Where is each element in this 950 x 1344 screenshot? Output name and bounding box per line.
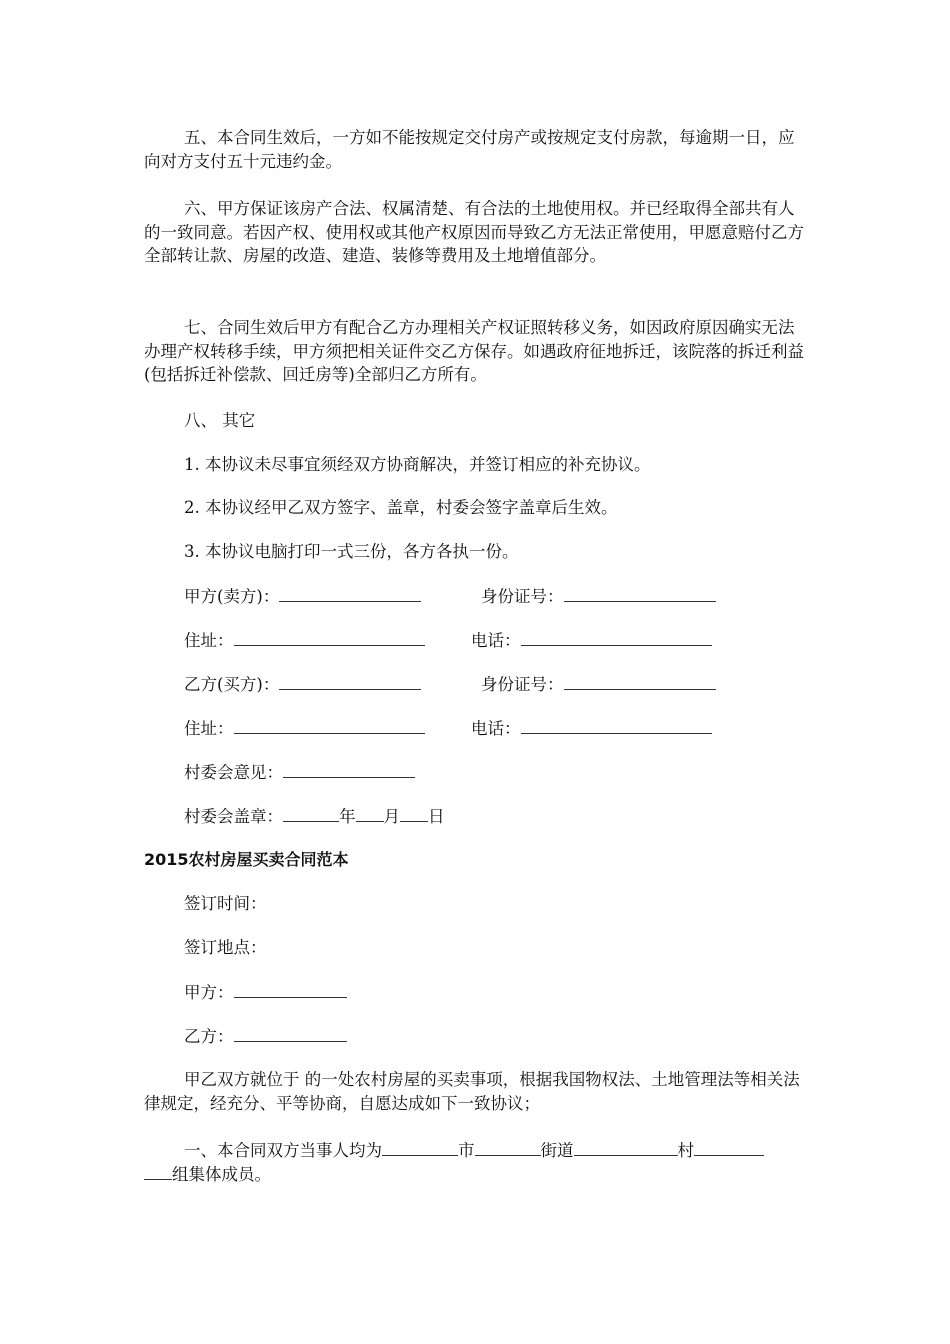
committee-seal-label: 村委会盖章：: [184, 807, 283, 826]
seller-id-blank[interactable]: [564, 584, 716, 602]
group-blank-2[interactable]: [144, 1162, 172, 1180]
seller-label: 甲方(卖方)：: [184, 587, 280, 606]
clause-1-street: 街道: [540, 1141, 574, 1160]
seal-month-label: 月: [383, 807, 400, 826]
clause-8-item-1: 1. 本协议未尽事宜须经双方协商解决，并签订相应的补充协议。: [184, 455, 651, 474]
clause-8-heading: 八、 其它: [184, 411, 256, 430]
buyer-phone-label: 电话：: [471, 719, 521, 738]
clause-1-line: [184, 1138, 764, 1163]
clause-7: 七、合同生效后甲方有配合乙方办理相关产权证照转移义务，如因政府原因确实无法办理产权转移手续，甲方须把相关证件交乙方保存。如遇政府征地拆迁，该院落的拆迁利益(包括拆迁补偿款、回迁房等)全部归乙方所有。: [144, 318, 804, 384]
seal-year-label: 年: [339, 807, 356, 826]
seller-row: [184, 584, 421, 609]
clause-1-prefix: 一、本合同双方当事人均为: [184, 1141, 382, 1160]
seller-phone-row: [471, 628, 712, 653]
clause-8-item-2: 2. 本协议经甲乙双方签字、盖章，村委会签字盖章后生效。: [184, 498, 618, 517]
seal-month-blank[interactable]: [356, 804, 384, 822]
committee-opinion-blank[interactable]: [283, 760, 415, 778]
seller-phone-label: 电话：: [471, 631, 521, 650]
clause-1-suffix: 组集体成员。: [172, 1165, 271, 1184]
committee-opinion-row: [184, 760, 415, 785]
buyer-id-label: 身份证号：: [481, 675, 564, 694]
sign-place-label: 签订地点：: [184, 938, 267, 957]
party-a-row: [184, 980, 347, 1005]
buyer-phone-row: [471, 716, 712, 741]
second-contract-title: 2015农村房屋买卖合同范本: [144, 850, 349, 869]
seller-id-row: [481, 584, 716, 609]
buyer-id-blank[interactable]: [564, 672, 716, 690]
clause-1-city: 市: [458, 1141, 475, 1160]
buyer-row: [184, 672, 421, 697]
seller-phone-blank[interactable]: [521, 628, 712, 646]
party-a-label: 甲方：: [184, 983, 234, 1002]
group-blank-1[interactable]: [694, 1138, 764, 1156]
street-blank[interactable]: [475, 1138, 541, 1156]
seal-day-label: 日: [428, 807, 445, 826]
clause-5: 五、本合同生效后，一方如不能按规定交付房产或按规定支付房款，每逾期一日，应向对方支付五十元违约金。: [144, 128, 795, 171]
committee-opinion-label: 村委会意见：: [184, 763, 283, 782]
party-b-row: [184, 1024, 347, 1049]
seal-year-blank[interactable]: [283, 804, 339, 822]
clause-1-line-2: [144, 1162, 271, 1187]
buyer-address-label: 住址：: [184, 719, 234, 738]
buyer-label: 乙方(买方)：: [184, 675, 280, 694]
seller-id-label: 身份证号：: [481, 587, 564, 606]
seal-day-blank[interactable]: [400, 804, 428, 822]
village-blank[interactable]: [574, 1138, 678, 1156]
buyer-phone-blank[interactable]: [521, 716, 712, 734]
clause-8-item-3: 3. 本协议电脑打印一式三份，各方各执一份。: [184, 542, 519, 561]
seller-blank[interactable]: [279, 584, 421, 602]
second-contract-intro: 甲乙双方就位于 的一处农村房屋的买卖事项，根据我国物权法、土地管理法等相关法律规定，经充分、平等协商，自愿达成如下一致协议；: [144, 1070, 800, 1113]
city-blank[interactable]: [382, 1138, 458, 1156]
clause-6: 六、甲方保证该房产合法、权属清楚、有合法的土地使用权。并已经取得全部共有人的一致同意。若因产权、使用权或其他产权原因而导致乙方无法正常使用，甲愿意赔付乙方全部转让款、房屋的改造、建造、装修等费用及土地增值部分。: [144, 199, 804, 265]
sign-time-label: 签订时间：: [184, 894, 267, 913]
party-b-blank[interactable]: [234, 1024, 347, 1042]
buyer-address-blank[interactable]: [234, 716, 425, 734]
buyer-address-row: [184, 716, 425, 741]
buyer-id-row: [481, 672, 716, 697]
seller-address-row: [184, 628, 425, 653]
seller-address-label: 住址：: [184, 631, 234, 650]
clause-1-village: 村: [677, 1141, 694, 1160]
committee-seal-row: [184, 804, 445, 829]
party-a-blank[interactable]: [234, 980, 347, 998]
party-b-label: 乙方：: [184, 1027, 234, 1046]
seller-address-blank[interactable]: [234, 628, 425, 646]
buyer-blank[interactable]: [279, 672, 421, 690]
